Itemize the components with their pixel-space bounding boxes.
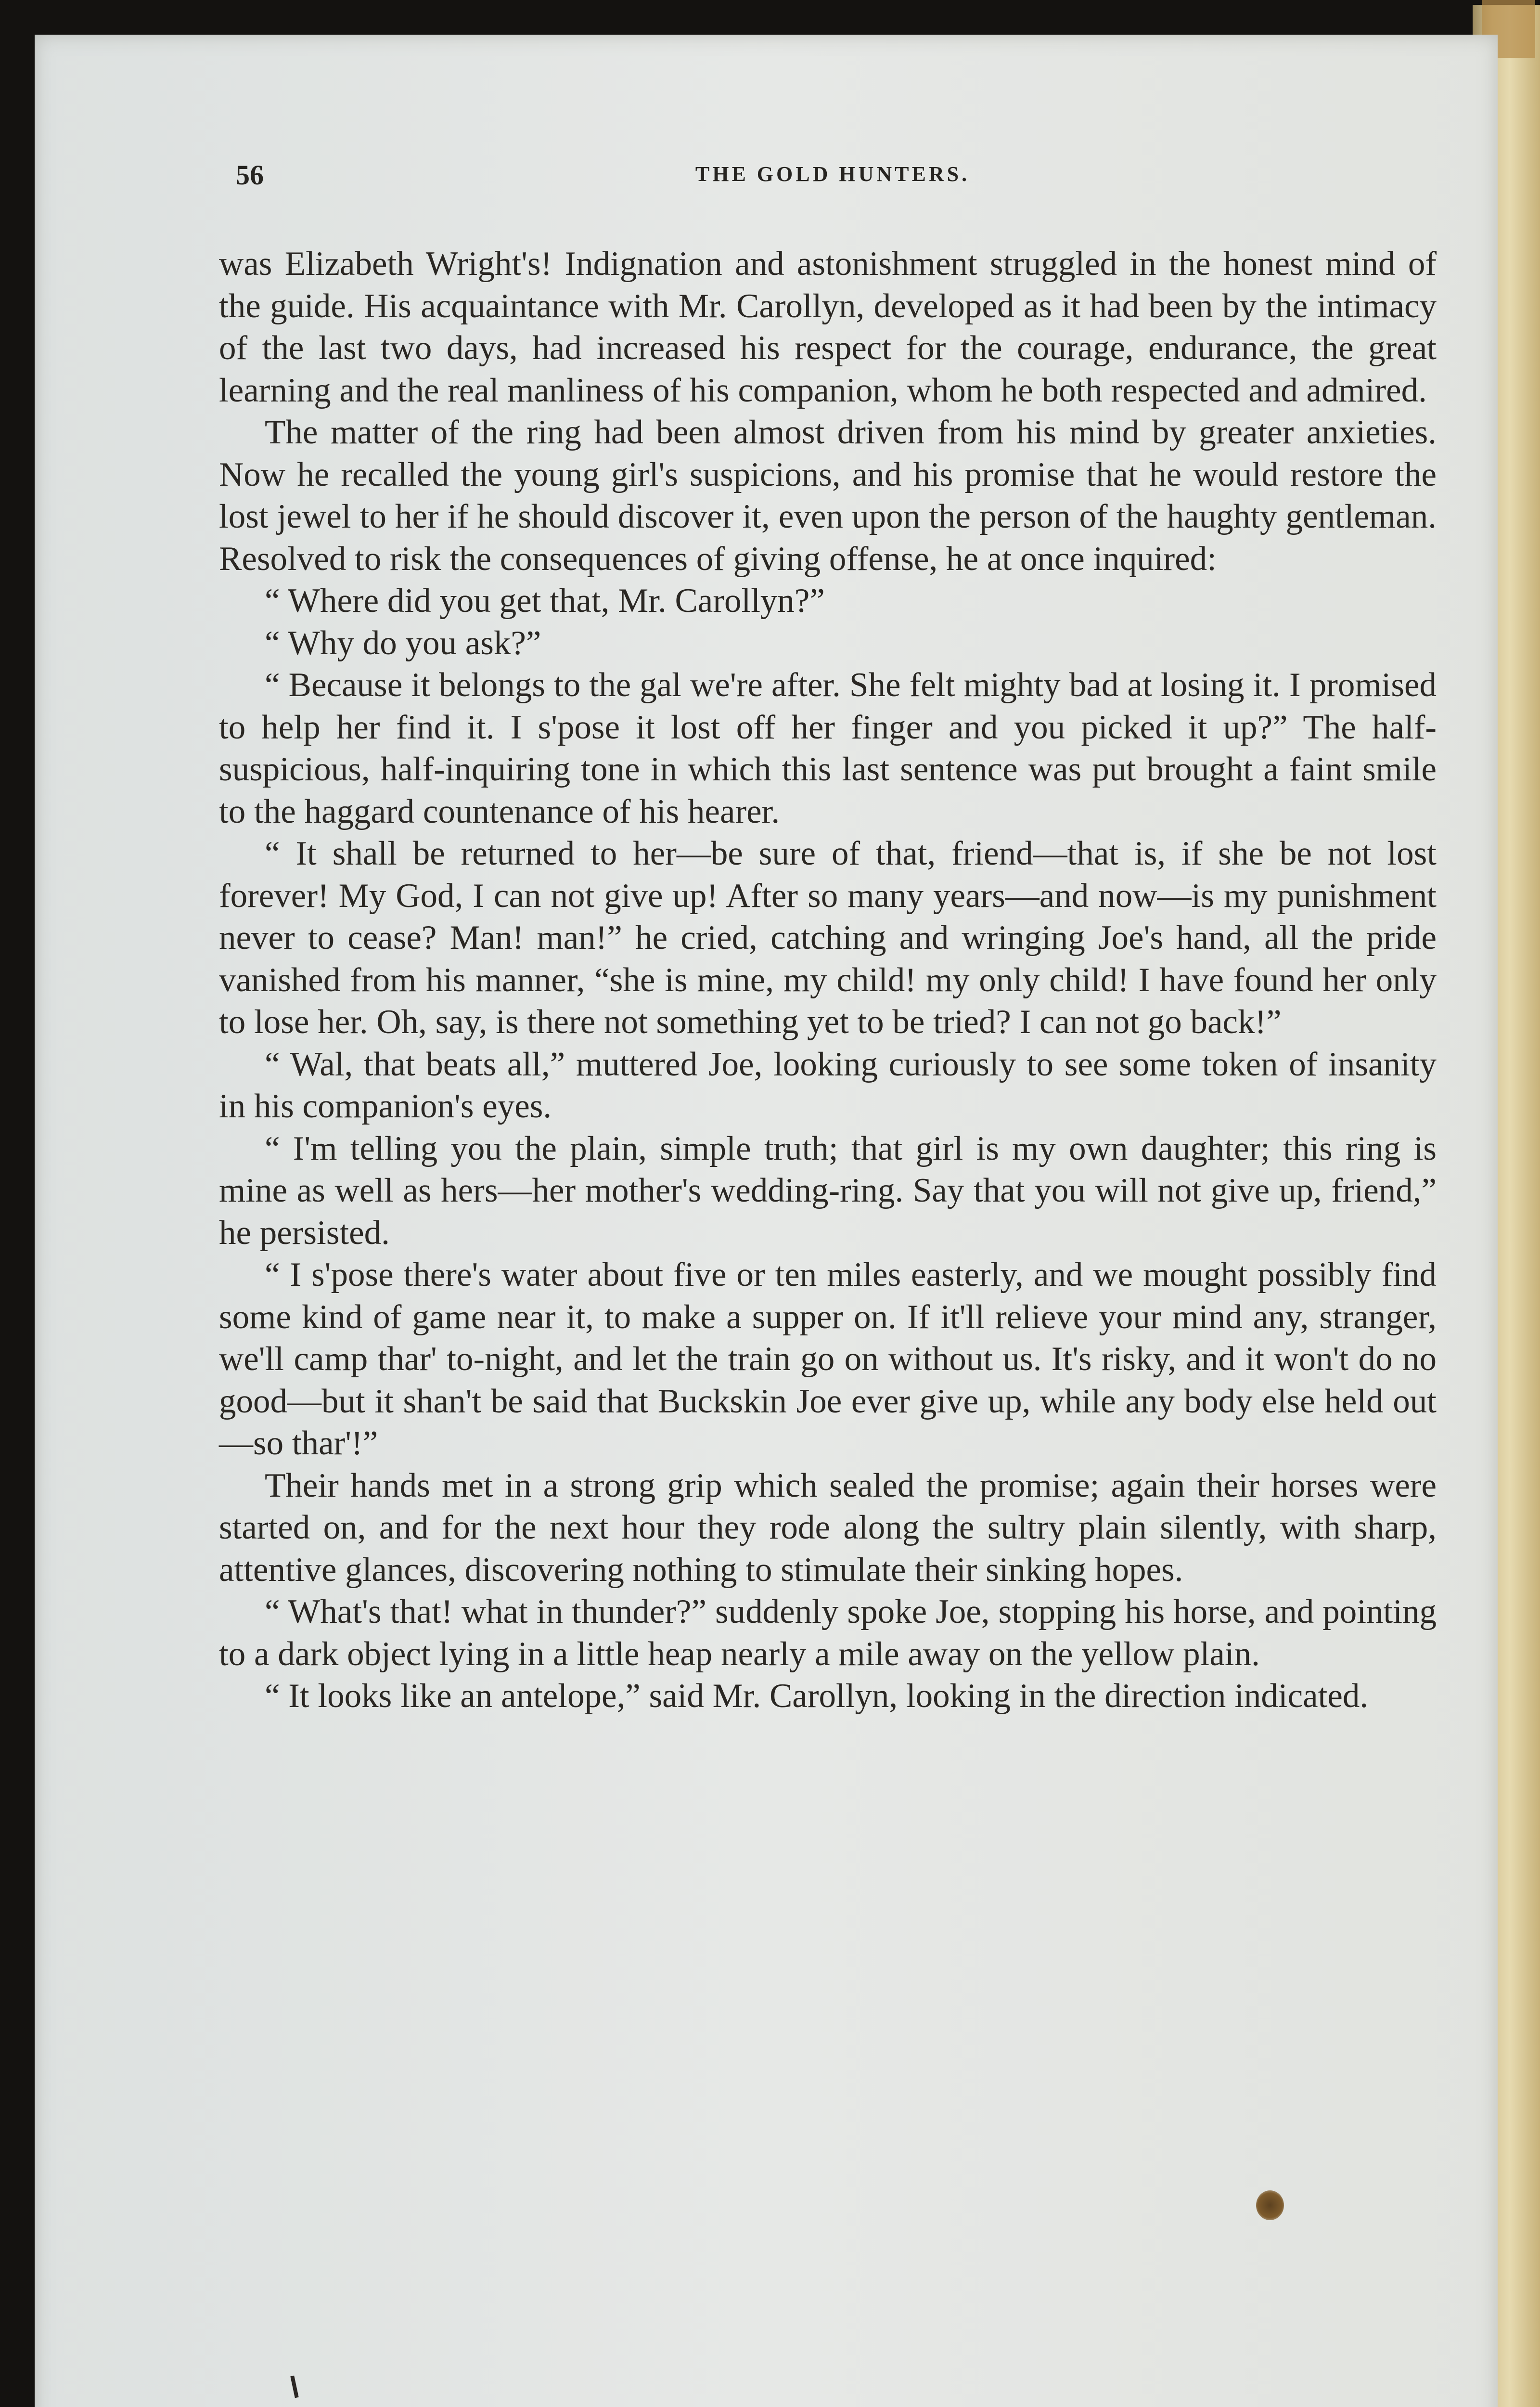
running-title: THE GOLD HUNTERS.: [695, 162, 970, 186]
paragraph: “ I s'pose there's water about five or ten miles easterly, and we mought possibly find some kind of game near it, to make a supper on. If it'll relieve your mind any, stranger, we'll camp thar' to-night, and let the train go on without us. It's risky, and it won't do no good—but it shan't be said that Buckskin Joe ever give up, while any body else held out—so thar'!”: [219, 1256, 1437, 1462]
paragraph: “ It shall be returned to her—be sure of that, friend—that is, if she be not lost forever! My God, I can not give up! After so many years—and now—is my punishment never to cease? Man! man!” he cried, catching and wringing Joe's hand, all the pride vanished from his manner, “she is mine, my child! my only child! I have found her only to lose her. Oh, say, is there not something yet to be tried? I can not go back!”: [219, 835, 1437, 1041]
paragraph: “ Why do you ask?”: [265, 624, 541, 662]
running-head: [236, 159, 1429, 202]
paragraph: The matter of the ring had been almost driven from his mind by greater anxieties. Now he recalled the young girl's suspicions, and his promise that he would restore the lost jewel to her if he should discover it, even upon the person of the haughty gentleman. Resolved to risk the consequences of giving offense, he at once inquired:: [219, 414, 1437, 578]
paragraph: was Elizabeth Wright's! Indignation and astonishment struggled in the honest mind of the guide. His acquaintance with Mr. Carollyn, developed as it had been by the intimacy of the last two days, had increased his respect for the courage, endurance, the great learning and the real manliness of his companion, whom he both respected and admired.: [219, 245, 1437, 409]
paragraph: “ It looks like an antelope,” said Mr. Carollyn, looking in the direction indicated.: [265, 1677, 1369, 1715]
body-text: [219, 243, 1437, 1718]
paragraph: “ Wal, that beats all,” muttered Joe, looking curiously to see some token of insanity in his companion's eyes.: [219, 1045, 1437, 1125]
paragraph: “ What's that! what in thunder?” suddenly spoke Joe, stopping his horse, and pointing to a dark object lying in a little heap nearly a mile away on the yellow plain.: [219, 1593, 1437, 1673]
paragraph: “ I'm telling you the plain, simple truth; that girl is my own daughter; this ring is mine as well as hers—her mother's wedding-ring. Say that you will not give up, friend,” he persisted.: [219, 1129, 1437, 1252]
ink-blot: [1256, 2190, 1284, 2220]
page-number: 56: [236, 159, 264, 191]
paragraph: “ Because it belongs to the gal we're after. She felt mighty bad at losing it. I promised to help her find it. I s'pose it lost off her finger and you picked it up?” The half-suspicious, half-inquiring tone in which this last sentence was put brought a faint smile to the haggard countenance of his hearer.: [219, 666, 1437, 830]
paragraph: Their hands met in a strong grip which sealed the promise; again their horses were started on, and for the next hour they rode along the sultry plain silently, with sharp, attentive glances, discovering nothing to stimulate their sinking hopes.: [219, 1466, 1437, 1589]
paragraph: “ Where did you get that, Mr. Carollyn?”: [265, 582, 825, 620]
